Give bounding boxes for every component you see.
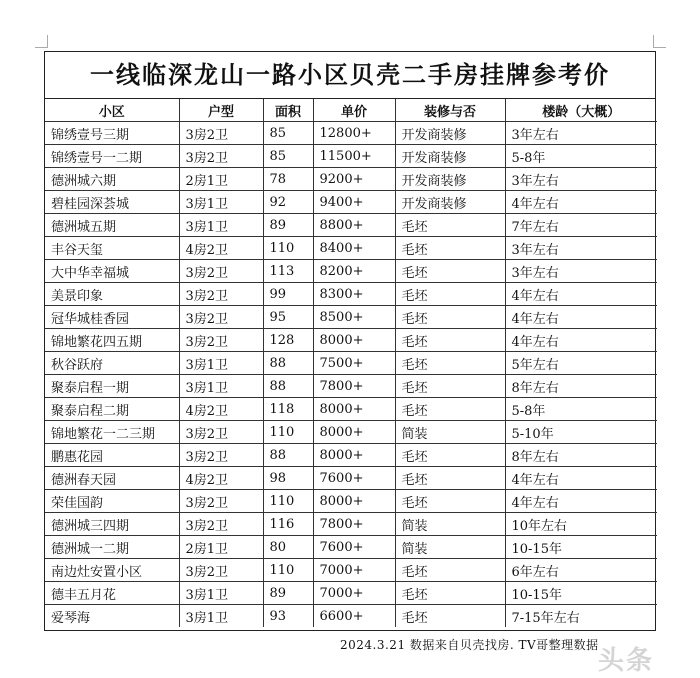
cell-area: 89 [263, 582, 313, 605]
cell-unit-price: 7500+ [313, 352, 395, 375]
footer-note: 2024.3.21 数据来自贝壳找房. TV哥整理数据 [340, 638, 599, 652]
cell-area: 88 [263, 352, 313, 375]
cell-community: 德洲城三四期 [45, 513, 179, 536]
cell-building-age: 6年左右 [505, 559, 657, 582]
table-body [45, 122, 657, 628]
cell-community: 碧桂园深荟城 [45, 191, 179, 214]
cell-unit-price: 8000+ [313, 421, 395, 444]
table-row [45, 513, 657, 536]
cell-decoration: 毛坯 [395, 329, 505, 352]
cell-area: 110 [263, 490, 313, 513]
cell-community: 德洲城六期 [45, 168, 179, 191]
cell-layout: 3房2卫 [179, 490, 263, 513]
cell-community: 德丰五月花 [45, 582, 179, 605]
cell-area: 113 [263, 260, 313, 283]
cell-community: 秋谷跃府 [45, 352, 179, 375]
cell-building-age: 4年左右 [505, 283, 657, 306]
cell-unit-price: 8000+ [313, 398, 395, 421]
cell-building-age: 5-8年 [505, 398, 657, 421]
cell-decoration: 简装 [395, 421, 505, 444]
cell-building-age: 4年左右 [505, 306, 657, 329]
table-row [45, 467, 657, 490]
cell-unit-price: 8000+ [313, 490, 395, 513]
cell-building-age: 3年左右 [505, 237, 657, 260]
sheet-title: 一线临深龙山一路小区贝壳二手房挂牌参考价 [45, 52, 655, 99]
cell-unit-price: 9400+ [313, 191, 395, 214]
cell-area: 88 [263, 444, 313, 467]
table-row [45, 352, 657, 375]
cell-community: 鹏惠花园 [45, 444, 179, 467]
cell-layout: 3房2卫 [179, 283, 263, 306]
table-row [45, 421, 657, 444]
cell-layout: 3房2卫 [179, 260, 263, 283]
cell-area: 92 [263, 191, 313, 214]
cell-decoration: 毛坯 [395, 375, 505, 398]
cell-decoration: 毛坯 [395, 352, 505, 375]
cell-community: 荣佳国韵 [45, 490, 179, 513]
cell-decoration: 毛坯 [395, 260, 505, 283]
cell-community: 锦绣壹号一二期 [45, 145, 179, 168]
cell-unit-price: 8300+ [313, 283, 395, 306]
cell-decoration: 简装 [395, 513, 505, 536]
cell-unit-price: 8400+ [313, 237, 395, 260]
cell-building-age: 7年左右 [505, 214, 657, 237]
page-corner-mark-left [35, 35, 48, 48]
cell-building-age: 10年左右 [505, 513, 657, 536]
col-header-community: 小区 [45, 99, 179, 122]
cell-decoration: 毛坯 [395, 559, 505, 582]
cell-area: 118 [263, 398, 313, 421]
cell-layout: 3房1卫 [179, 191, 263, 214]
table-row [45, 444, 657, 467]
col-header-unit-price: 单价 [313, 99, 395, 122]
table-row [45, 536, 657, 559]
cell-building-age: 4年左右 [505, 329, 657, 352]
cell-decoration: 简装 [395, 536, 505, 559]
cell-area: 99 [263, 283, 313, 306]
cell-unit-price: 8500+ [313, 306, 395, 329]
cell-unit-price: 7800+ [313, 375, 395, 398]
cell-unit-price: 7000+ [313, 559, 395, 582]
cell-building-age: 3年左右 [505, 168, 657, 191]
cell-community: 锦地繁花四五期 [45, 329, 179, 352]
cell-community: 美景印象 [45, 283, 179, 306]
cell-layout: 3房1卫 [179, 605, 263, 628]
table-row [45, 122, 657, 145]
cell-unit-price: 7600+ [313, 467, 395, 490]
table-row [45, 237, 657, 260]
cell-decoration: 毛坯 [395, 490, 505, 513]
cell-layout: 3房2卫 [179, 145, 263, 168]
cell-decoration: 毛坯 [395, 237, 505, 260]
cell-building-age: 3年左右 [505, 122, 657, 145]
table-row [45, 214, 657, 237]
cell-decoration: 毛坯 [395, 306, 505, 329]
cell-building-age: 4年左右 [505, 191, 657, 214]
table-row [45, 145, 657, 168]
cell-layout: 4房2卫 [179, 398, 263, 421]
cell-community: 德洲城一二期 [45, 536, 179, 559]
cell-decoration: 毛坯 [395, 214, 505, 237]
cell-layout: 3房2卫 [179, 421, 263, 444]
cell-unit-price: 7600+ [313, 536, 395, 559]
table-row [45, 260, 657, 283]
cell-layout: 4房2卫 [179, 467, 263, 490]
cell-community: 锦地繁花一二三期 [45, 421, 179, 444]
cell-decoration: 毛坯 [395, 283, 505, 306]
cell-layout: 3房2卫 [179, 306, 263, 329]
table-row [45, 375, 657, 398]
cell-community: 爱琴海 [45, 605, 179, 628]
cell-area: 89 [263, 214, 313, 237]
cell-layout: 3房1卫 [179, 582, 263, 605]
cell-area: 78 [263, 168, 313, 191]
cell-layout: 2房1卫 [179, 168, 263, 191]
cell-building-age: 5-10年 [505, 421, 657, 444]
table-row [45, 191, 657, 214]
price-table [45, 99, 657, 627]
cell-decoration: 开发商装修 [395, 191, 505, 214]
cell-area: 85 [263, 122, 313, 145]
cell-building-age: 10-15年 [505, 582, 657, 605]
col-header-building-age: 楼龄（大概） [505, 99, 657, 122]
cell-unit-price: 7000+ [313, 582, 395, 605]
cell-unit-price: 6600+ [313, 605, 395, 628]
table-row [45, 283, 657, 306]
table-row [45, 582, 657, 605]
table-row [45, 168, 657, 191]
cell-layout: 3房1卫 [179, 375, 263, 398]
cell-community: 德洲城五期 [45, 214, 179, 237]
cell-building-age: 5-8年 [505, 145, 657, 168]
cell-layout: 3房2卫 [179, 444, 263, 467]
cell-area: 95 [263, 306, 313, 329]
cell-unit-price: 12800+ [313, 122, 395, 145]
table-row [45, 605, 657, 628]
cell-building-age: 10-15年 [505, 536, 657, 559]
table-header-row [45, 99, 657, 122]
cell-decoration: 开发商装修 [395, 168, 505, 191]
cell-unit-price: 8000+ [313, 444, 395, 467]
cell-community: 冠华城桂香园 [45, 306, 179, 329]
cell-area: 80 [263, 536, 313, 559]
cell-decoration: 毛坯 [395, 605, 505, 628]
cell-layout: 3房2卫 [179, 329, 263, 352]
cell-area: 116 [263, 513, 313, 536]
col-header-decoration: 装修与否 [395, 99, 505, 122]
table-row [45, 306, 657, 329]
col-header-layout: 户型 [179, 99, 263, 122]
cell-layout: 4房2卫 [179, 237, 263, 260]
cell-community: 聚泰启程一期 [45, 375, 179, 398]
cell-community: 德洲春天园 [45, 467, 179, 490]
cell-building-age: 4年左右 [505, 490, 657, 513]
cell-decoration: 毛坯 [395, 467, 505, 490]
cell-building-age: 5年左右 [505, 352, 657, 375]
cell-decoration: 开发商装修 [395, 122, 505, 145]
cell-decoration: 毛坯 [395, 398, 505, 421]
cell-area: 110 [263, 237, 313, 260]
table-row [45, 329, 657, 352]
cell-layout: 3房2卫 [179, 559, 263, 582]
table-row [45, 559, 657, 582]
cell-unit-price: 9200+ [313, 168, 395, 191]
price-sheet [44, 51, 656, 631]
table-row [45, 398, 657, 421]
cell-area: 93 [263, 605, 313, 628]
table-row [45, 490, 657, 513]
cell-community: 聚泰启程二期 [45, 398, 179, 421]
cell-building-age: 8年左右 [505, 444, 657, 467]
cell-building-age: 3年左右 [505, 260, 657, 283]
cell-community: 丰谷天玺 [45, 237, 179, 260]
cell-area: 88 [263, 375, 313, 398]
cell-unit-price: 8200+ [313, 260, 395, 283]
cell-layout: 2房1卫 [179, 536, 263, 559]
page-corner-mark-right [653, 35, 666, 48]
cell-building-age: 8年左右 [505, 375, 657, 398]
cell-area: 128 [263, 329, 313, 352]
cell-unit-price: 8800+ [313, 214, 395, 237]
cell-community: 大中华幸福城 [45, 260, 179, 283]
cell-decoration: 毛坯 [395, 444, 505, 467]
cell-area: 110 [263, 421, 313, 444]
cell-unit-price: 8000+ [313, 329, 395, 352]
cell-layout: 3房2卫 [179, 513, 263, 536]
cell-decoration: 开发商装修 [395, 145, 505, 168]
col-header-area: 面积 [263, 99, 313, 122]
cell-layout: 3房2卫 [179, 122, 263, 145]
cell-area: 110 [263, 559, 313, 582]
cell-building-age: 7-15年左右 [505, 605, 657, 628]
cell-layout: 3房1卫 [179, 352, 263, 375]
watermark-logo: 头条 [598, 646, 655, 676]
cell-building-age: 4年左右 [505, 467, 657, 490]
cell-decoration: 毛坯 [395, 582, 505, 605]
cell-layout: 3房1卫 [179, 214, 263, 237]
cell-area: 98 [263, 467, 313, 490]
cell-community: 南边灶安置小区 [45, 559, 179, 582]
cell-area: 85 [263, 145, 313, 168]
cell-unit-price: 11500+ [313, 145, 395, 168]
cell-unit-price: 7800+ [313, 513, 395, 536]
cell-community: 锦绣壹号三期 [45, 122, 179, 145]
